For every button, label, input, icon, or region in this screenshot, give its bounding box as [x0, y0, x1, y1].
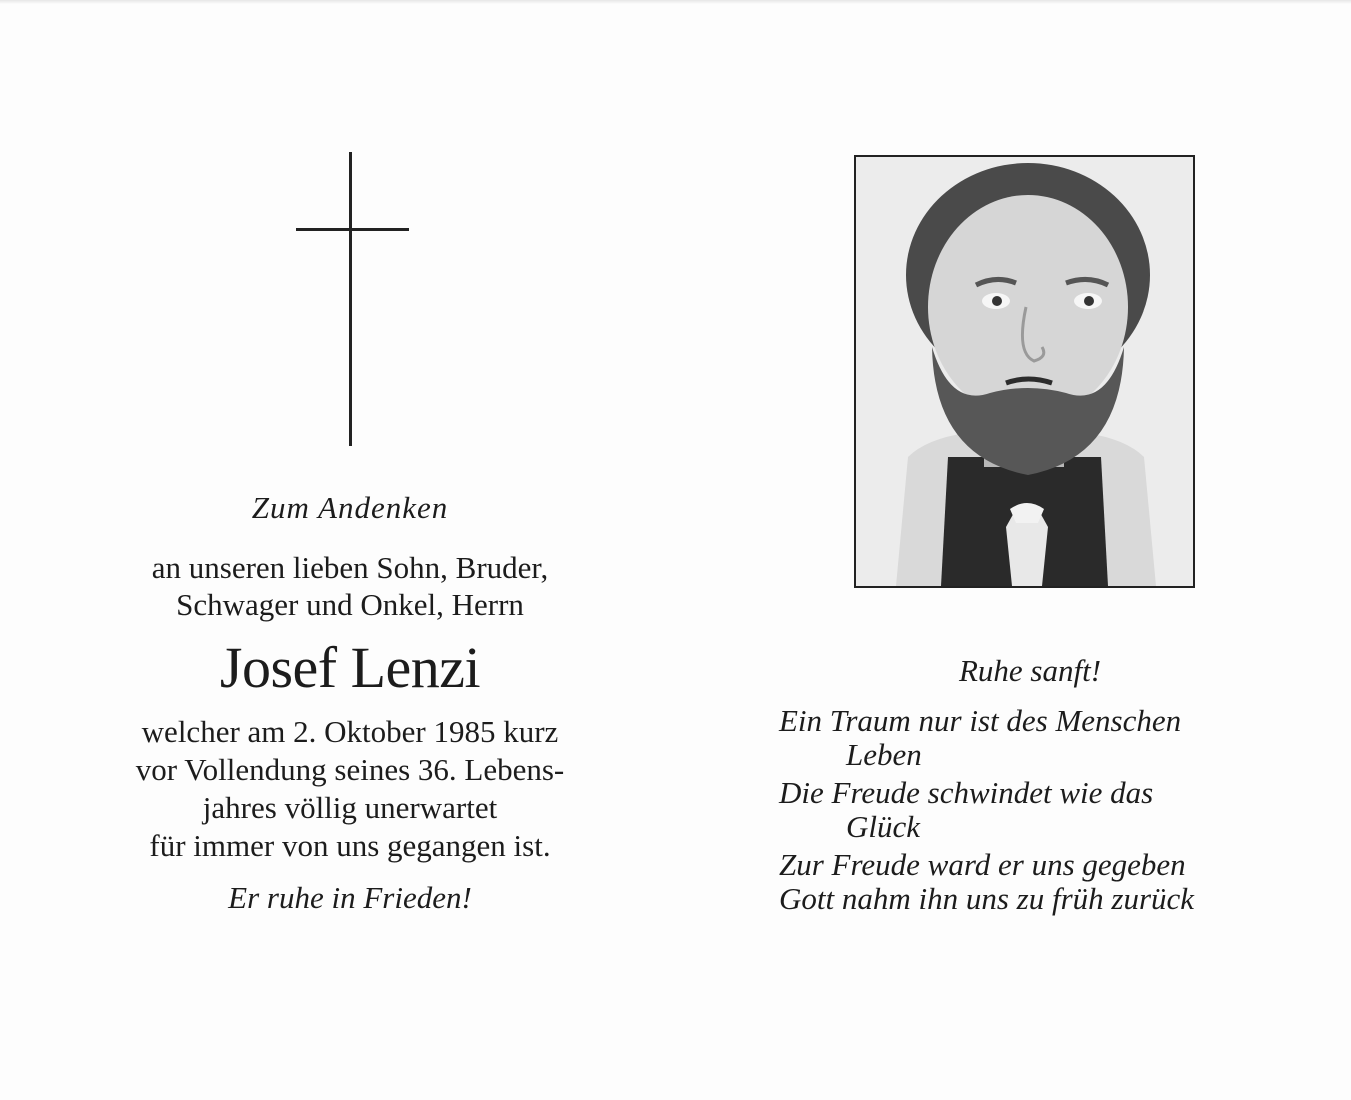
memorial-heading: Zum Andenken: [251, 490, 449, 525]
intro-line: an unseren lieben Sohn, Bruder,: [151, 550, 549, 585]
memorial-body: [60, 713, 640, 865]
memorial-intro: [60, 549, 640, 623]
cross-vertical-bar: [349, 152, 352, 446]
portrait-illustration: [856, 157, 1193, 586]
body-line: welcher am 2. Oktober 1985 kurz: [141, 714, 559, 749]
poem-verse: [779, 704, 1320, 916]
body-line: für immer von uns gegangen ist.: [149, 828, 551, 863]
scan-edge: [0, 0, 1351, 4]
closing-blessing: Er ruhe in Frieden!: [228, 880, 472, 915]
poem-line: Glück: [846, 809, 921, 844]
poem-line: Ein Traum nur ist des Menschen: [779, 703, 1182, 738]
poem-heading: Ruhe sanft!: [958, 653, 1102, 688]
poem-line: Gott nahm ihn uns zu früh zurück: [779, 881, 1195, 916]
intro-line: Schwager und Onkel, Herrn: [176, 587, 524, 622]
poem-line: Die Freude schwindet wie das: [779, 775, 1154, 810]
cross-icon: [290, 152, 412, 448]
cross-horizontal-bar: [296, 228, 409, 231]
poem-line: Leben: [846, 737, 922, 772]
portrait-photo: [854, 155, 1195, 588]
memorial-text: [60, 488, 640, 918]
poem-section: [760, 650, 1320, 916]
body-line: jahres völlig unerwartet: [202, 790, 498, 825]
deceased-name: Josef Lenzi: [219, 635, 481, 700]
body-line: vor Vollendung seines 36. Lebens-: [135, 752, 565, 787]
poem-line: Zur Freude ward er uns gegeben: [779, 847, 1186, 882]
